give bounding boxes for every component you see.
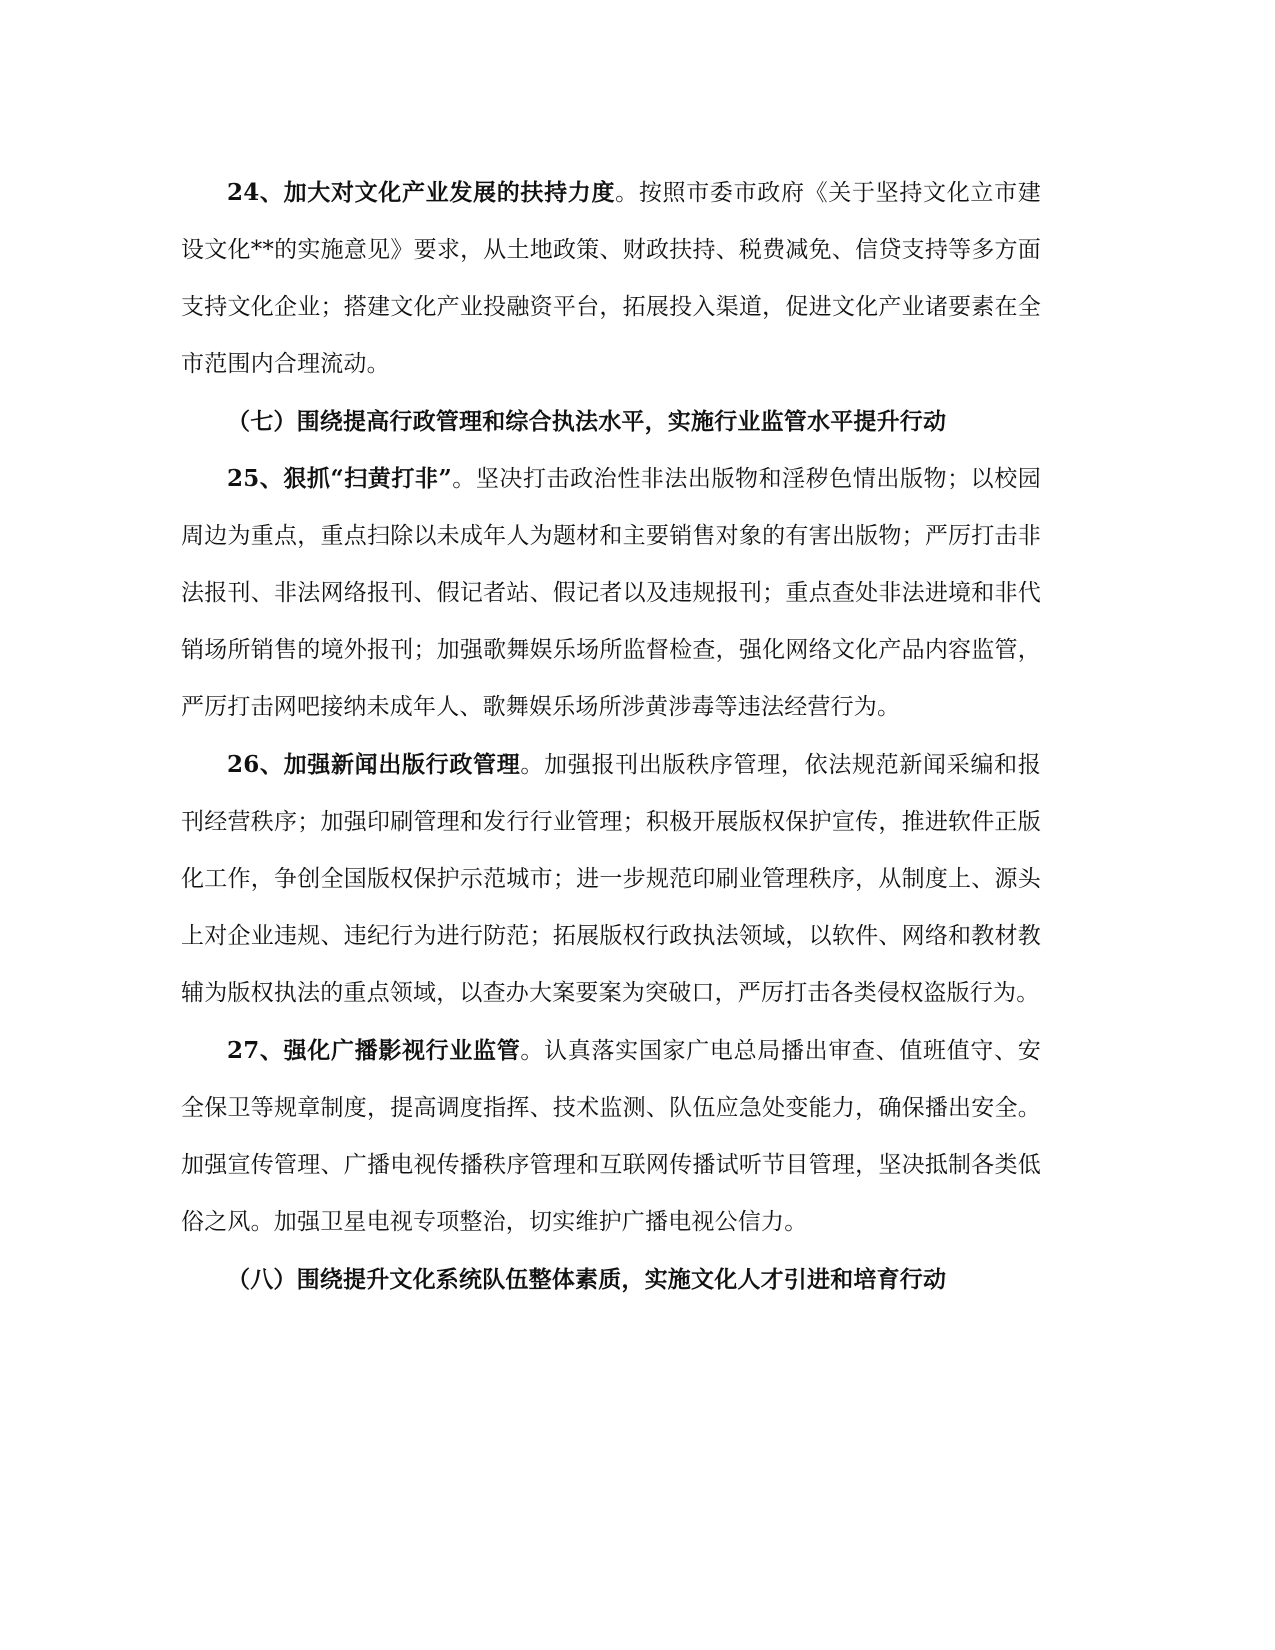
paragraph-25-body: 。坚决打击政治性非法出版物和淫秽色情出版物；以校园周边为重点，重点扫除以未成年人为题材和主要销售对象的有害出版物；严厉打击非法报刊、非法网络报刊、假记者站、假记者以及违规报刊；重点查处非法进境和非代销场所销售的境外报刊；加强歌舞娱乐场所监督检查，强化网络文化产品内容监管，严厉打击网吧接纳未成年人、歌舞娱乐场所涉黄涉毒等违法经营行为。 [181, 466, 1042, 720]
section-heading-8: （八）围绕提升文化系统队伍整体素质，实施文化人才引进和培育行动 [227, 1266, 947, 1293]
paragraph-27 [181, 1022, 1041, 1251]
paragraph-24-lead: 24、加大对文化产业发展的扶持力度 [227, 179, 616, 206]
paragraph-26 [181, 736, 1041, 1022]
document-body [181, 164, 1041, 1308]
paragraph-24 [181, 164, 1041, 393]
paragraph-24-body: 。按照市委市政府《关于坚持文化立市建设文化**的实施意见》要求，从土地政策、财政扶持、税费减免、信贷支持等多方面支持文化企业；搭建文化产业投融资平台，拓展投入渠道，促进文化产业诸要素在全市范围内合理流动。 [181, 180, 1041, 377]
paragraph-25-lead: 25、狠抓“扫黄打非” [227, 465, 452, 492]
paragraph-26-lead: 26、加强新闻出版行政管理 [227, 751, 521, 778]
paragraph-25 [181, 450, 1041, 736]
paragraph-27-lead: 27、强化广播影视行业监管 [227, 1037, 521, 1064]
section-heading-7: （七）围绕提高行政管理和综合执法水平，实施行业监管水平提升行动 [227, 408, 947, 435]
paragraph-27-body: 。认真落实国家广电总局播出审查、值班值守、安全保卫等规章制度，提高调度指挥、技术监测、队伍应急处变能力，确保播出安全。加强宣传管理、广播电视传播秩序管理和互联网传播试听节目管理，坚决抵制各类低俗之风。加强卫星电视专项整治，切实维护广播电视公信力。 [181, 1038, 1041, 1235]
paragraph-26-body: 。加强报刊出版秩序管理，依法规范新闻采编和报刊经营秩序；加强印刷管理和发行行业管理；积极开展版权保护宣传，推进软件正版化工作，争创全国版权保护示范城市；进一步规范印刷业管理秩序，从制度上、源头上对企业违规、违纪行为进行防范；拓展版权行政执法领域，以软件、网络和教材教辅为版权执法的重点领域，以查办大案要案为突破口，严厉打击各类侵权盗版行为。 [181, 752, 1041, 1006]
